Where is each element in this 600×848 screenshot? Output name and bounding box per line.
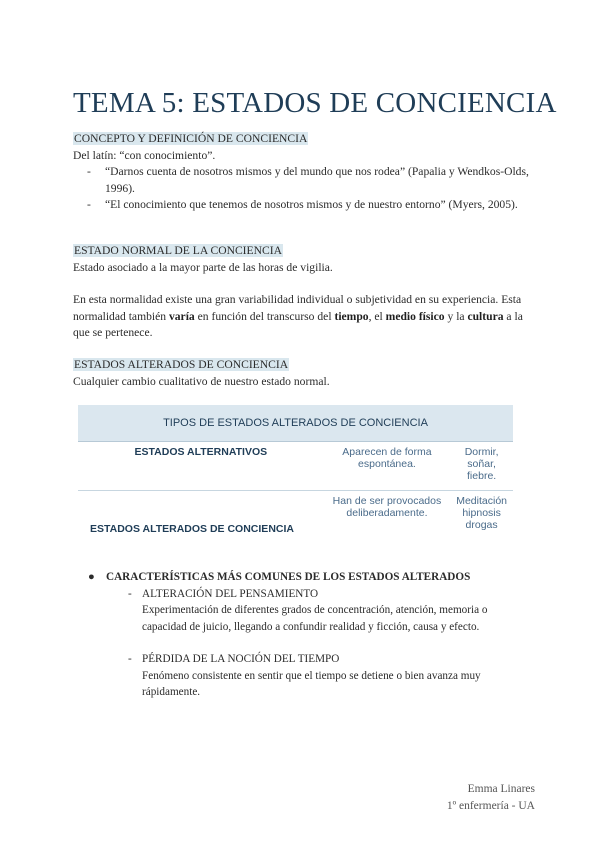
altered-states-table: [78, 405, 513, 545]
bold-term: medio físico: [385, 309, 445, 323]
altered-states-line: Cualquier cambio cualitativo de nuestro estado normal.: [73, 374, 330, 388]
characteristics-heading: CARACTERÍSTICAS MÁS COMUNES DE LOS ESTADOS ALTERADOS: [106, 571, 471, 583]
footer-course: 1º enfermería - UA: [446, 800, 535, 812]
normal-state-paragraph: [73, 292, 533, 342]
characteristics-heading-row: [86, 569, 526, 586]
list-item: [73, 197, 533, 214]
page-title: TEMA 5: ESTADOS DE CONCIENCIA: [73, 87, 557, 119]
paragraph-text: , el: [368, 309, 386, 323]
concept-heading: CONCEPTO Y DEFINICIÓN DE CONCIENCIA: [74, 132, 308, 145]
table-row-label: ESTADOS ALTERADOS DE CONCIENCIA: [90, 523, 294, 535]
bold-term: varía: [168, 309, 195, 323]
bullet-icon: ●: [88, 571, 95, 583]
dash-marker: -: [128, 653, 132, 665]
list-item: [86, 651, 526, 701]
item-title: PÉRDIDA DE LA NOCIÓN DEL TIEMPO: [142, 653, 340, 665]
item-text: Experimentación de diferentes grados de concentración, atención, memoria o capacidad de juicio, llegando a confundir realidad y ficción, causa y efecto.: [142, 604, 488, 633]
table-cell-examples: Dormir, soñar, fiebre.: [450, 442, 513, 491]
list-item: [86, 586, 526, 636]
concept-intro: Del latín: “con conocimiento”.: [73, 148, 216, 162]
footer: [447, 781, 535, 815]
table-header: TIPOS DE ESTADOS ALTERADOS DE CONCIENCIA: [78, 405, 513, 442]
item-text: Fenómeno consistente en sentir que el tiempo se detiene o bien avanza muy rápidamente.: [142, 669, 481, 698]
definition-text: “Darnos cuenta de nosotros mismos y del mundo que nos rodea” (Papalia y Wendkos-Olds, 1996).: [105, 165, 529, 195]
table-cell-description: Han de ser provocados deliberadamente.: [332, 495, 442, 519]
altered-states-heading: ESTADOS ALTERADOS DE CONCIENCIA: [74, 358, 289, 371]
table-row: [78, 491, 513, 546]
concept-section: [73, 131, 533, 214]
paragraph-text: y la: [444, 309, 468, 323]
definition-text: “El conocimiento que tenemos de nosotros mismos y de nuestro entorno” (Myers, 2005).: [105, 198, 518, 211]
bold-term: tiempo: [334, 309, 369, 323]
table-cell-description: Aparecen de forma espontánea.: [324, 442, 451, 491]
table-cell-examples: Meditación hipnosis drogas: [456, 495, 507, 531]
bold-term: cultura: [467, 309, 504, 323]
normal-state-line: Estado asociado a la mayor parte de las horas de vigilia.: [73, 260, 333, 274]
paragraph-text: a la que se pertenece.: [73, 309, 523, 339]
footer-author: Emma Linares: [467, 783, 535, 795]
paragraph-text: en función del transcurso del: [194, 309, 335, 323]
list-item: [73, 164, 533, 197]
item-title: ALTERACIÓN DEL PENSAMIENTO: [142, 587, 319, 600]
dash-marker: -: [87, 165, 91, 178]
altered-states-section: [73, 357, 533, 390]
characteristics-section: [86, 569, 526, 701]
paragraph-text: En esta normalidad existe una gran variabilidad individual o subjetividad en su experiencia. Esta normalidad también: [73, 293, 522, 323]
dash-marker: -: [87, 198, 91, 211]
concept-definitions-list: [73, 164, 533, 214]
normal-state-heading: ESTADO NORMAL DE LA CONCIENCIA: [74, 244, 282, 257]
table-row-label: ESTADOS ALTERNATIVOS: [78, 442, 324, 491]
table-row: [78, 442, 513, 491]
normal-state-section: [73, 243, 533, 342]
dash-marker: -: [128, 587, 132, 600]
